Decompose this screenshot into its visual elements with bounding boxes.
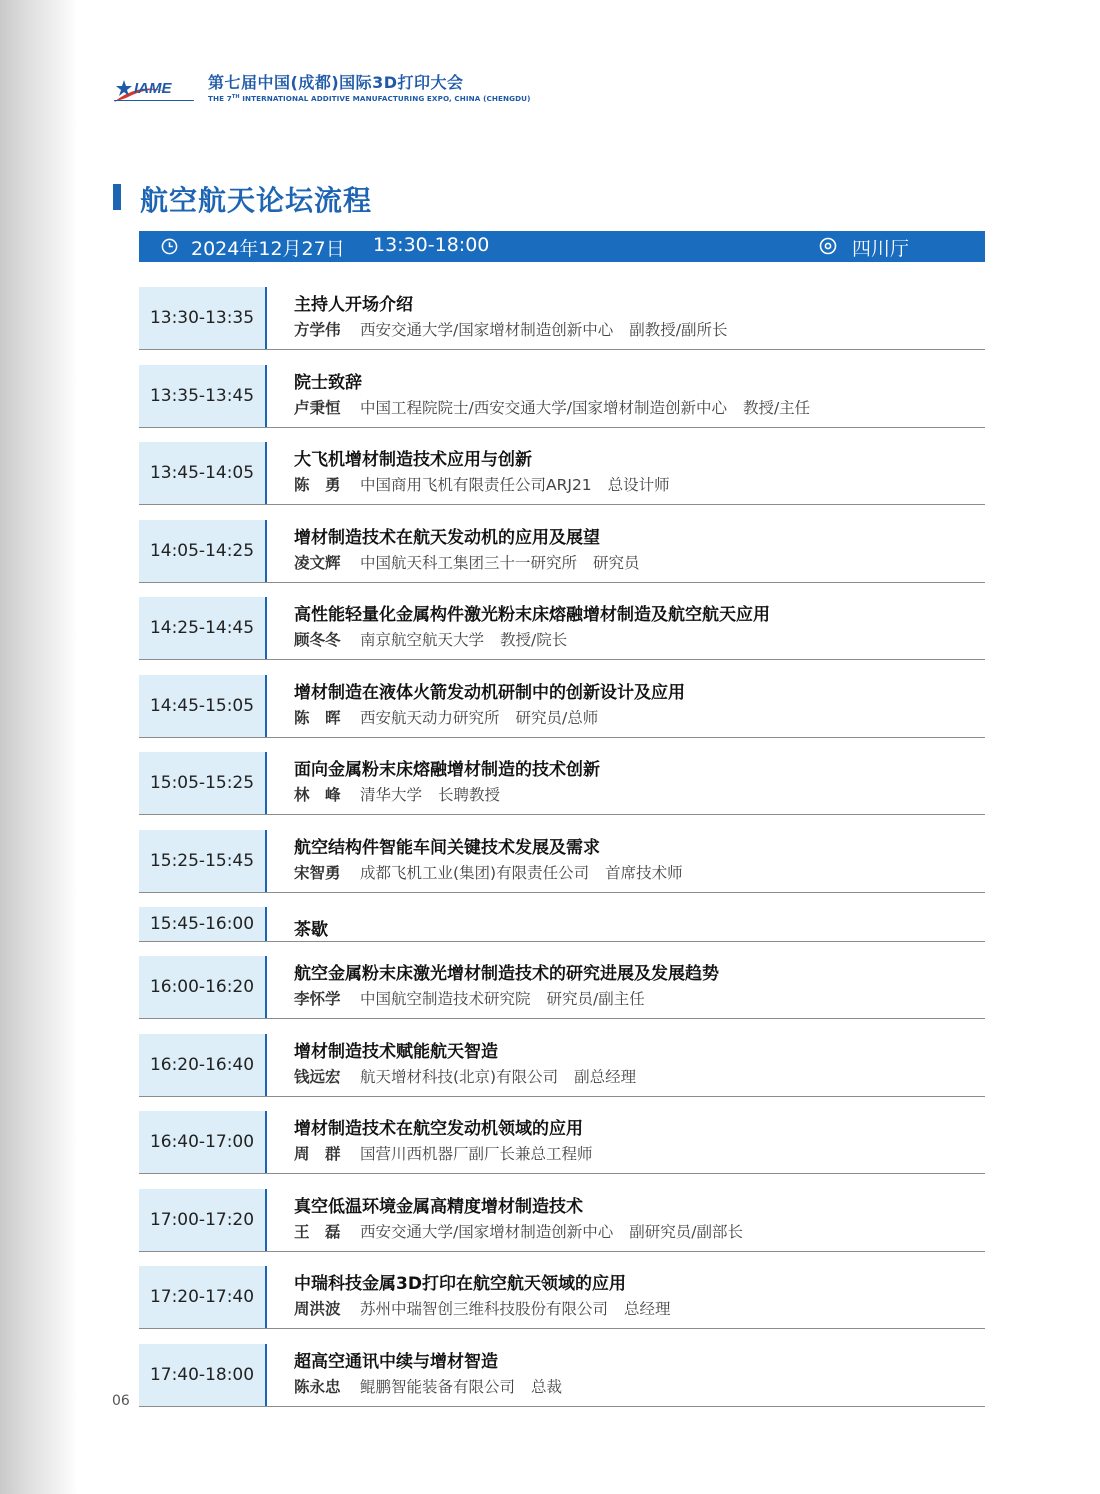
speaker-title: 总设计师: [607, 476, 670, 494]
speaker-title: 副总经理: [574, 1067, 637, 1086]
time-slot: 15:45-16:00: [139, 907, 265, 941]
schedule-row: [139, 1189, 985, 1252]
row-divider: [265, 1189, 267, 1251]
speaker-organization: 苏州中瑞智创三维科技股份有限公司: [360, 1300, 609, 1318]
speaker-title: 教授/院长: [500, 631, 568, 649]
row-divider: [265, 1344, 267, 1406]
row-divider: [265, 365, 267, 427]
speaker-line: [294, 1065, 636, 1087]
time-slot: 16:20-16:40: [139, 1034, 265, 1096]
speaker-organization: 国营川西机器厂副厂长兼总工程师: [360, 1145, 593, 1163]
speaker-name: 李怀学: [294, 990, 341, 1008]
speaker-title: 副研究员/副部长: [629, 1222, 743, 1241]
time-slot: 14:45-15:05: [139, 675, 265, 737]
schedule-row: [139, 830, 985, 893]
row-divider: [265, 1034, 267, 1096]
session-topic: 院士致辞: [294, 372, 362, 393]
speaker-organization: 成都飞机工业(集团)有限责任公司: [360, 863, 590, 882]
schedule-row: [139, 287, 985, 350]
schedule-row: [139, 597, 985, 660]
speaker-organization: 清华大学: [360, 786, 423, 804]
speaker-organization: 航天增材科技(北京)有限公司: [360, 1067, 559, 1086]
time-slot: 15:25-15:45: [139, 830, 265, 892]
speaker-organization: 中国航空制造技术研究院: [360, 990, 531, 1008]
speaker-title: 总裁: [531, 1377, 563, 1396]
schedule-row: [139, 365, 985, 428]
speaker-organization: 中国商用飞机有限责任公司ARJ21: [360, 476, 592, 494]
time-slot: 14:05-14:25: [139, 520, 265, 582]
speaker-name: 顾冬冬: [294, 631, 341, 649]
time-slot: 16:40-17:00: [139, 1111, 265, 1173]
clock-icon: [161, 238, 178, 255]
speaker-line: [294, 1297, 671, 1319]
row-divider: [265, 956, 267, 1018]
speaker-line: [294, 861, 683, 883]
schedule-row: [139, 1111, 985, 1174]
row-divider: [265, 907, 267, 941]
schedule-row: [139, 1266, 985, 1329]
speaker-organization: 西安航天动力研究所: [360, 708, 500, 727]
row-divider: [265, 675, 267, 737]
session-topic: 中瑞科技金属3D打印在航空航天领域的应用: [294, 1274, 626, 1294]
session-topic: 面向金属粉末床熔融增材制造的技术创新: [294, 760, 600, 780]
time-slot: 15:05-15:25: [139, 752, 265, 814]
speaker-title: 研究员/总师: [515, 708, 599, 727]
schedule-list: [139, 287, 985, 1421]
schedule-row: [139, 907, 985, 942]
speaker-line: [294, 318, 727, 340]
banner-date: 2024年12月27日: [191, 238, 345, 260]
speaker-line: [294, 987, 645, 1009]
banner-time: 13:30-18:00: [373, 234, 490, 256]
section-title: 航空航天论坛流程: [140, 184, 373, 217]
speaker-line: [294, 1142, 609, 1164]
schedule-row: [139, 442, 985, 505]
page-number: 06: [112, 1393, 130, 1409]
schedule-row: [139, 1344, 985, 1407]
speaker-line: [294, 783, 500, 805]
speaker-organization: 中国航天科工集团三十一研究所: [360, 553, 578, 572]
session-topic: 增材制造技术赋能航天智造: [294, 1041, 498, 1062]
time-slot: 13:35-13:45: [139, 365, 265, 427]
time-slot: 17:00-17:20: [139, 1189, 265, 1251]
row-divider: [265, 830, 267, 892]
speaker-name: 王 磊: [294, 1222, 341, 1241]
schedule-banner: [139, 231, 985, 262]
session-topic: 真空低温环境金属高精度增材制造技术: [294, 1196, 583, 1217]
speaker-organization: 中国工程院院士/西安交通大学/国家增材制造创新中心: [360, 398, 727, 417]
speaker-title: 总经理: [624, 1300, 671, 1318]
row-divider: [265, 1266, 267, 1328]
conference-title: 第七届中国(成都)国际3D打印大会: [208, 73, 464, 92]
speaker-line: [294, 706, 598, 728]
speaker-organization: 西安交通大学/国家增材制造创新中心: [360, 1222, 614, 1241]
speaker-line: [294, 473, 670, 495]
session-topic: 高性能轻量化金属构件激光粉末床熔融增材制造及航空航天应用: [294, 605, 770, 625]
speaker-name: 林 峰: [294, 786, 341, 804]
session-topic: 主持人开场介绍: [294, 295, 413, 315]
session-topic: 茶歇: [294, 920, 328, 940]
speaker-line: [294, 628, 567, 650]
conference-subtitle: THE 7TH INTERNATIONAL ADDITIVE MANUFACTURING EXPO, CHINA (CHENGDU): [208, 94, 531, 103]
time-slot: 17:40-18:00: [139, 1344, 265, 1406]
speaker-name: 陈永忠: [294, 1377, 341, 1396]
speaker-name: 凌文辉: [294, 553, 341, 572]
speaker-line: [294, 1220, 743, 1242]
session-topic: 增材制造技术在航天发动机的应用及展望: [294, 527, 600, 548]
speaker-title: 研究员/副主任: [546, 990, 645, 1008]
speaker-line: [294, 1375, 562, 1397]
speaker-title: 教授/主任: [742, 398, 811, 417]
schedule-row: [139, 752, 985, 815]
session-topic: 航空金属粉末床激光增材制造技术的研究进展及发展趋势: [294, 964, 719, 984]
speaker-line: [294, 551, 640, 573]
speaker-name: 周洪波: [294, 1300, 341, 1318]
speaker-name: 卢秉恒: [294, 398, 341, 417]
schedule-row: [139, 520, 985, 583]
speaker-title: 副教授/副所长: [629, 321, 728, 339]
session-topic: 航空结构件智能车间关键技术发展及需求: [294, 837, 600, 858]
session-topic: 大飞机增材制造技术应用与创新: [294, 450, 532, 470]
session-topic: 超高空通讯中续与增材智造: [294, 1351, 498, 1372]
session-topic: 增材制造在液体火箭发动机研制中的创新设计及应用: [294, 682, 685, 703]
row-divider: [265, 442, 267, 504]
banner-venue: 四川厅: [852, 238, 910, 260]
speaker-name: 方学伟: [294, 321, 341, 339]
speaker-line: [294, 396, 810, 418]
time-slot: 14:25-14:45: [139, 597, 265, 659]
speaker-title: 首席技术师: [605, 863, 683, 882]
speaker-title: 长聘教授: [438, 786, 501, 804]
time-slot: 17:20-17:40: [139, 1266, 265, 1328]
speaker-organization: 西安交通大学/国家增材制造创新中心: [360, 321, 614, 339]
iame-logo: [112, 72, 198, 106]
speaker-name: 钱远宏: [294, 1067, 341, 1086]
time-slot: 16:00-16:20: [139, 956, 265, 1018]
time-slot: 13:30-13:35: [139, 287, 265, 349]
speaker-name: 陈 晖: [294, 708, 341, 727]
row-divider: [265, 287, 267, 349]
speaker-organization: 鲲鹏智能装备有限公司: [360, 1377, 516, 1396]
row-divider: [265, 1111, 267, 1173]
svg-text:IAME: IAME: [134, 80, 172, 97]
time-slot: 13:45-14:05: [139, 442, 265, 504]
section-accent-bar: [113, 184, 121, 210]
speaker-name: 陈 勇: [294, 476, 341, 494]
session-topic: 增材制造技术在航空发动机领域的应用: [294, 1119, 583, 1139]
schedule-row: [139, 1034, 985, 1097]
schedule-row: [139, 675, 985, 738]
page-binding-shadow: [0, 0, 78, 1494]
schedule-row: [139, 956, 985, 1019]
row-divider: [265, 597, 267, 659]
speaker-name: 宋智勇: [294, 863, 341, 882]
location-pin-icon: [819, 237, 837, 255]
speaker-name: 周 群: [294, 1145, 341, 1163]
speaker-title: 研究员: [593, 553, 640, 572]
row-divider: [265, 752, 267, 814]
row-divider: [265, 520, 267, 582]
speaker-organization: 南京航空航天大学: [360, 631, 485, 649]
